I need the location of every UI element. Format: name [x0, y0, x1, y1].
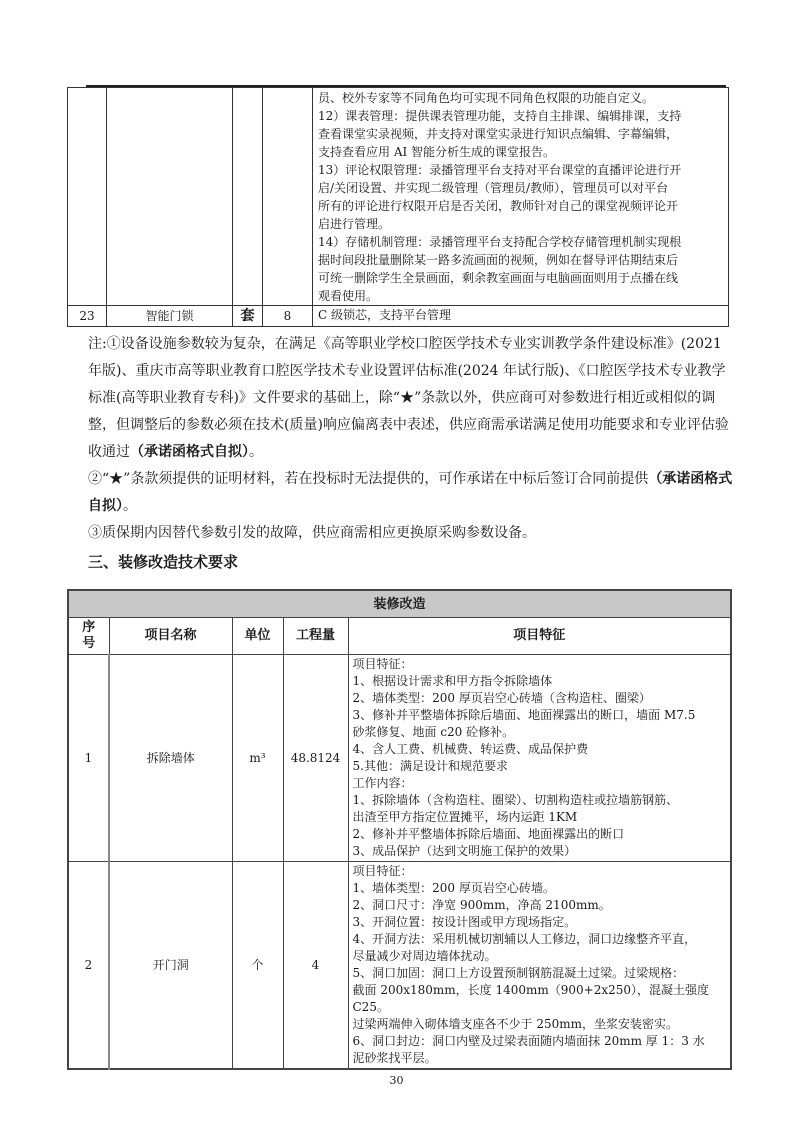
text-line: 项目特征： [352, 657, 413, 671]
note-3: ③质保期内因替代参数引发的故障，供应商需相应更换原采购参数设备。 [88, 525, 536, 541]
renovation-table [67, 589, 732, 1070]
text-line: 启进行管理。 [318, 217, 391, 231]
text-line: 支持查看应用 AI 智能分析生成的课堂报告。 [318, 145, 556, 159]
page-number: 30 [389, 1074, 404, 1087]
text-line: 5.其他：满足设计和规范要求 [352, 759, 508, 773]
text-line: 观看使用。 [318, 289, 379, 303]
quantity-cell [263, 88, 313, 306]
header-unit: 单位 [232, 618, 283, 655]
unit-cell: 个 [232, 862, 283, 1070]
unit-cell: m³ [232, 655, 283, 862]
text-line: 员、校外专家等不同角色均可实现不同角色权限的功能自定义。 [318, 91, 655, 105]
table-row [68, 655, 731, 862]
index-cell [68, 88, 107, 306]
text-line: 尽量减少对周边墙体扰动。 [352, 949, 497, 963]
note-2-end: 。 [123, 498, 137, 514]
table-header-row [68, 618, 731, 655]
text-line: 3、成品保护（达到文明施工保护的效果） [352, 844, 577, 858]
quantity-cell: 4 [283, 862, 348, 1070]
text-line: 1、拆除墙体（含构造柱、圈梁）、切割构造柱或拉墙筋钢筋、 [352, 793, 679, 807]
description-cell: C 级锁芯，支持平台管理 [313, 306, 729, 327]
name-cell: 拆除墙体 [109, 655, 232, 862]
notes-block [88, 331, 738, 547]
text-line: 查看课堂实录视频，并支持对课堂实录进行知识点编辑、字幕编辑， [318, 127, 679, 141]
note-2-bold: （承诺函格式自拟） [88, 471, 733, 514]
name-cell: 开门洞 [109, 862, 232, 1070]
unit-cell [233, 88, 263, 306]
header-name: 项目名称 [109, 618, 232, 655]
header-index-char: 号 [82, 636, 96, 651]
text-line: 项目特征： [352, 864, 413, 878]
text-line: 所有的评论进行权限开启是否关闭，教师针对自己的课堂视频评论开 [318, 199, 679, 213]
quantity-cell: 48.8124 [283, 655, 348, 862]
text-line: 工作内容： [352, 776, 413, 790]
table-row-continued [68, 88, 729, 306]
text-line: 据时间段批量删除某一路多流画面的视频，例如在督导评估期结束后 [318, 253, 679, 267]
table-row [68, 862, 731, 1070]
quantity-cell: 8 [263, 306, 313, 327]
name-cell: 智能门锁 [107, 306, 233, 327]
text-line: 5、洞口加固：洞口上方设置预制钢筋混凝土过梁。过梁规格： [352, 966, 685, 980]
text-line: 1、墙体类型：200 厚页岩空心砖墙。 [352, 881, 555, 895]
text-line: 2、洞口尺寸：净宽 900mm，净高 2100mm。 [352, 898, 611, 912]
text-line: 3、修补并平整墙体拆除后墙面、地面裸露出的断口，墙面 M7.5 [352, 708, 696, 722]
header-index [68, 618, 109, 655]
text-line: 1、根据设计需求和甲方指令拆除墙体 [352, 674, 553, 688]
text-line: 3、开洞位置：按设计图或甲方现场指定。 [352, 915, 577, 929]
text-line: 2、墙体类型：200 厚页岩空心砖墙（含构造柱、圈梁） [352, 691, 651, 705]
header-quantity: 工程量 [283, 618, 348, 655]
text-line: 14）存储机制管理：录播管理平台支持配合学校存储管理机制实现根 [318, 235, 682, 249]
note-1-end: 。 [249, 444, 263, 460]
section-title: 三、装修改造技术要求 [88, 553, 239, 571]
text-line: 4、含人工费、机械费、转运费、成品保护费 [352, 742, 589, 756]
text-line: 过梁两端伸入砌体墙支座各不少于 250mm，坐浆安装密实。 [352, 1017, 678, 1031]
description-cell [313, 88, 729, 306]
note-1 [88, 331, 738, 466]
index-cell: 23 [68, 306, 107, 327]
unit-cell: 套 [233, 306, 263, 327]
table-row-23 [68, 306, 729, 327]
features-cell [348, 862, 731, 1070]
header-features: 项目特征 [348, 618, 731, 655]
text-line: 可统一删除学生全景画面，剩余教室画面与电脑画面则用于点播在线 [318, 271, 679, 285]
index-cell: 1 [68, 655, 109, 862]
text-line: 12）课表管理：提供课表管理功能，支持自主排课、编辑排课，支持 [318, 109, 682, 123]
text-line: 13）评论权限管理：录播管理平台支持对平台课堂的直播评论进行开 [318, 163, 682, 177]
text-line: 6、洞口封边：洞口内壁及过梁表面随内墙面抹 20mm 厚 1：3 水 [352, 1034, 705, 1048]
text-line: 2、修补并平整墙体拆除后墙面、地面裸露出的断口 [352, 827, 625, 841]
text-line: 砂浆修复、地面 c20 砼修补。 [352, 725, 515, 739]
note-1-text: 注:①设备设施参数较为复杂，在满足《高等职业学校口腔医学技术专业实训教学条件建设标准》(2021 年版)、重庆市高等职业教育口腔医学技术专业设置评估标准(2024 年试行版)、《口腔医学技术专业教学标准(高等职业教育专科)》文件要求的基础上，除“★”条款以外，供应商可对参数进行相近或相似的调整，但调整后的参数必须在技术(质量)响应偏离表中表述，供应商需承诺满足使用功能要求和专业评估验收通过 [88, 336, 729, 460]
text-line: 出渣至甲方指定位置摊平，场内运距 1KM [352, 810, 578, 824]
text-line: 泥砂浆找平层。 [352, 1051, 437, 1065]
text-line: 截面 200x180mm，长度 1400mm（900+2x250），混凝土强度 C25。 [352, 983, 710, 1014]
features-cell [348, 655, 731, 862]
text-line: 启/关闭设置、并实现二级管理（管理员/教师），管理员可以对平台 [318, 181, 669, 195]
name-cell [107, 88, 233, 306]
note-2 [88, 466, 738, 520]
note-1-bold: （承诺函格式自拟） [130, 444, 249, 460]
header-index-char: 序 [82, 620, 96, 635]
text-line: 4、开洞方法：采用机械切割辅以人工修边，洞口边缘整齐平直， [352, 932, 697, 946]
table-title-row [68, 590, 731, 618]
note-2-text: ②“★”条款须提供的证明材料，若在投标时无法提供的，可作承诺在中标后签订合同前提供 [88, 471, 649, 487]
equipment-table [67, 87, 729, 327]
table-title: 装修改造 [68, 590, 731, 618]
index-cell: 2 [68, 862, 109, 1070]
